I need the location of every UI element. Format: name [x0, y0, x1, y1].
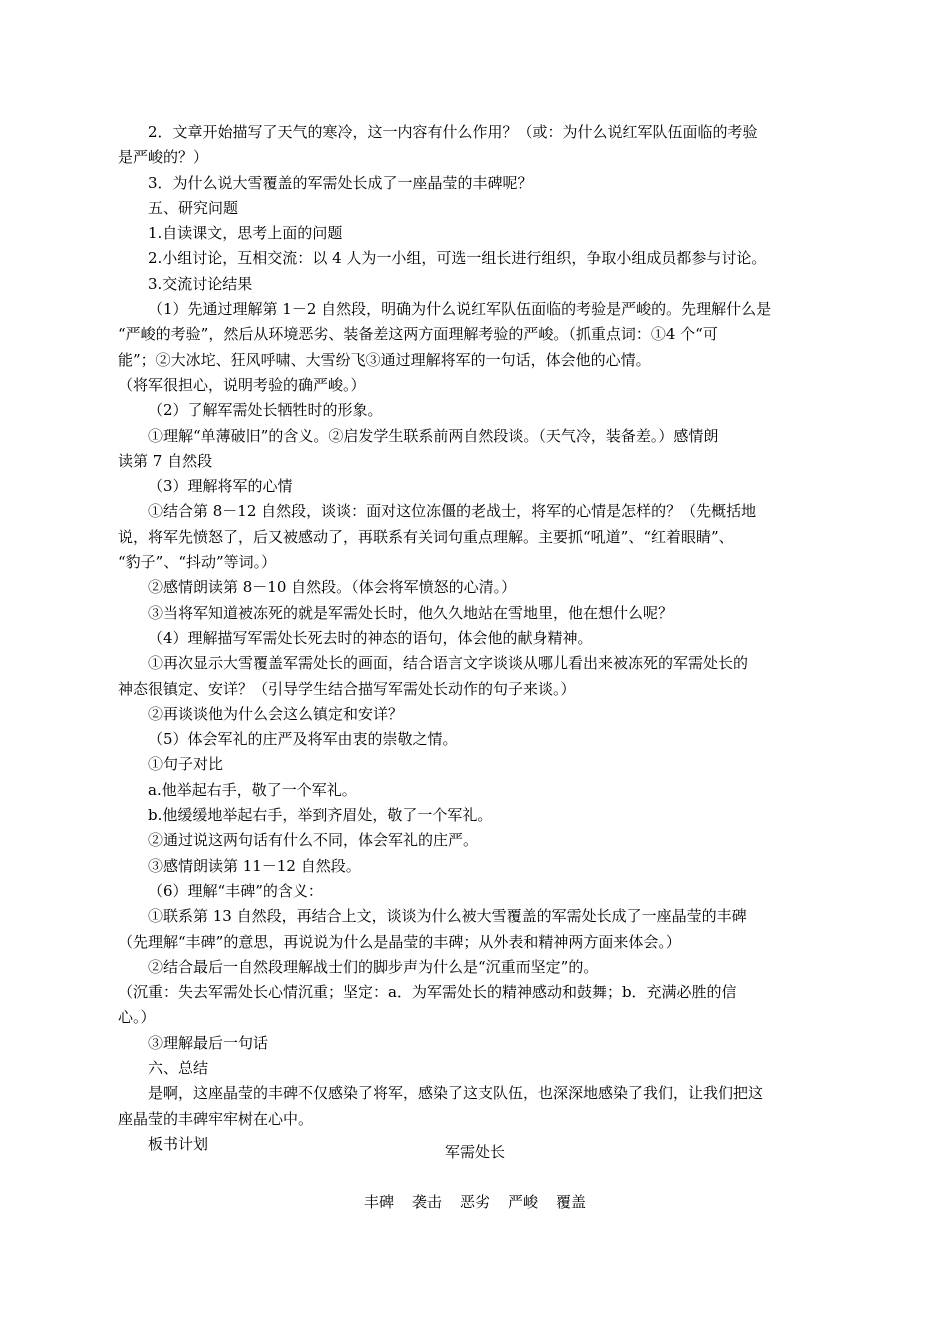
text-line: ②通过说这两句话有什么不同，体会军礼的庄严。	[148, 831, 479, 850]
text-line: ②感情朗读第 8－10 自然段。（体会将军愤怒的心清。）	[148, 578, 517, 597]
document-body	[118, 120, 838, 1157]
text-line: 座晶莹的丰碑牢牢树在心中。	[118, 1109, 314, 1128]
text-line: 3.交流讨论结果	[148, 274, 253, 293]
board-word: 丰碑	[363, 1193, 394, 1211]
text-line: （6）理解“丰碑”的含义：	[148, 881, 323, 900]
text-line: ①联系第 13 自然段，再结合上文，谈谈为什么被大雪覆盖的军需处长成了一座晶莹的丰碑	[148, 907, 747, 926]
text-line: 2．文章开始描写了天气的寒冷，这一内容有什么作用？（或：为什么说红军队伍面临的考验	[148, 123, 758, 141]
text-line: ①结合第 8－12 自然段，谈谈：面对这位冻僵的老战士，将军的心情是怎样的？（先概括地	[148, 502, 757, 521]
text-line: 能”；②大冰坨、狂风呼啸、大雪纷飞③通过理解将军的一句话，体会他的心情。	[118, 350, 651, 369]
text-line: b.他缓缓地举起右手，举到齐眉处，敬了一个军礼。	[148, 806, 493, 825]
text-line: 心。）	[118, 1008, 156, 1027]
board-word: 严峻	[508, 1193, 539, 1211]
board-word: 覆盖	[556, 1193, 587, 1211]
text-line: （1）先通过理解第 1－2 自然段，明确为什么说红军队伍面临的考验是严峻的。先理解什么是	[148, 300, 772, 319]
text-line: （3）理解将军的心情	[148, 477, 293, 496]
text-line: （将军很担心，说明考验的确严峻。）	[118, 375, 366, 394]
text-line: ③感情朗读第 11－12 自然段。	[148, 856, 361, 875]
board-words	[0, 1190, 950, 1215]
text-line: 读第 7 自然段	[118, 451, 213, 470]
text-line: ②结合最后一自然段理解战士们的脚步声为什么是“沉重而坚定”的。	[148, 957, 599, 976]
text-line: （沉重：失去军需处长心情沉重；坚定：a．为军需处长的精神感动和鼓舞；b．充满必胜的信	[118, 983, 737, 1002]
text-line: “严峻的考验”，然后从环境恶劣、装备差这两方面理解考验的严峻。（抓重点词：①4 个“可	[118, 325, 718, 344]
text-line: a.他举起右手，敬了一个军礼。	[148, 780, 357, 799]
board-word: 恶劣	[459, 1193, 490, 1211]
text-line: 1.自读课文，思考上面的问题	[148, 224, 343, 243]
board-title: 军需处长	[444, 1143, 505, 1161]
text-line: 说，将军先愤怒了，后又被感动了，再联系有关词句重点理解。主要抓“吼道”、“红着眼睛”、	[118, 527, 734, 546]
text-line: （先理解“丰碑”的意思，再说说为什么是晶莹的丰碑；从外表和精神两方面来体会。）	[118, 932, 681, 951]
text-line: 五、研究问题	[148, 198, 239, 217]
text-line: 神态很镇定、安详？（引导学生结合描写军需处长动作的句子来谈。）	[118, 679, 576, 698]
text-line: 2.小组讨论，互相交流：以 4 人为一小组，可选一组长进行组织，争取小组成员都参与讨论。	[148, 249, 767, 268]
text-line: 板书计划	[148, 1134, 209, 1153]
text-line: （2）了解军需处长牺牲时的形象。	[148, 401, 383, 420]
text-line: ③当将军知道被冻死的就是军需处长时，他久久地站在雪地里，他在想什么呢？	[148, 603, 674, 622]
text-line: 是严峻的？）	[118, 148, 209, 167]
text-line: （5）体会军礼的庄严及将军由衷的崇敬之情。	[148, 730, 458, 749]
text-line: 3．为什么说大雪覆盖的军需处长成了一座晶莹的丰碑呢？	[148, 173, 533, 192]
text-line: ①理解“单薄破旧”的含义。②启发学生联系前两自然段谈。（天气冷，装备差。）感情朗	[148, 426, 719, 445]
text-line: 是啊，这座晶莹的丰碑不仅感染了将军，感染了这支队伍，也深深地感染了我们，让我们把这	[148, 1084, 764, 1103]
text-line: ①再次显示大雪覆盖军需处长的画面，结合语言文字谈谈从哪儿看出来被冻死的军需处长的	[148, 654, 749, 673]
text-line: ②再谈谈他为什么会这么镇定和安详？	[148, 704, 404, 723]
text-line: 六、总结	[148, 1058, 209, 1077]
text-line: （4）理解描写军需处长死去时的神态的语句，体会他的献身精神。	[148, 628, 593, 647]
board-word: 袭击	[411, 1193, 442, 1211]
text-line: ③理解最后一句话	[148, 1033, 269, 1052]
text-line: “豹子”、“抖动”等词。）	[118, 553, 277, 572]
text-line: ①句子对比	[148, 755, 224, 774]
